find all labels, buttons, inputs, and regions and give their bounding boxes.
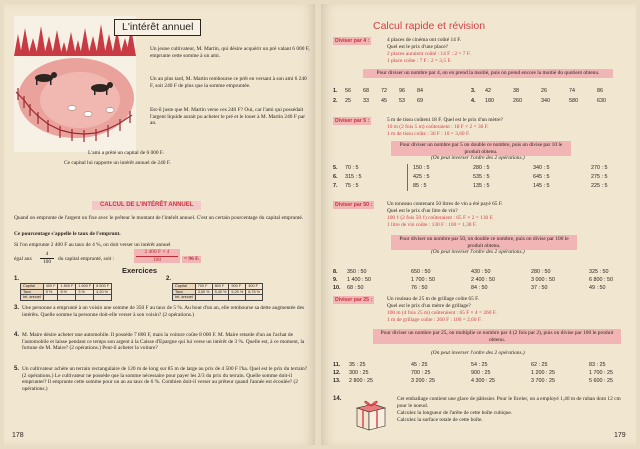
ex1-cell: Capital [21,284,44,290]
summary-capital: L'ami a prêté un capital de 6 000 F. [88,150,164,156]
tag-divide-by-4: Diviser par 4 : [335,38,370,44]
s3-cell: 84 : 50 [471,285,488,291]
s4-cell: 83 : 25 [589,362,606,368]
s1-line: 4 places de cinéma ont coûté 14 F. [387,37,462,43]
s2-cell: 135 : 5 [473,183,490,189]
ex1-cell: 3 % [76,289,94,295]
ex2-cell: 800 F [212,284,229,290]
s1-line: 1 place coûte : 7 F : 2 = 3,5 F. [387,58,452,64]
s4-cell: 54 : 25 [471,362,488,368]
s1-cell: 180 [485,98,494,104]
ex1-cell: 5 % [43,289,58,295]
section-divide-by-5 [333,117,625,201]
s3-cell: 430 : 50 [471,269,491,275]
ex2-cell [195,295,212,301]
s4-line: Quel est le prix d'un mètre de grillage? [387,303,471,309]
s1-cell: 53 [399,98,405,104]
s2-cell: 270 : 5 [591,165,608,171]
section-gift-box [333,396,625,436]
s1-cell: 260 [513,98,522,104]
ex2-cell: 700 F [195,284,212,290]
fraction-denominator: 100 [40,258,54,266]
example-line-2: égal aux [14,256,33,262]
s2-cell: 145 : 5 [533,183,550,189]
tag-divide-by-50: Diviser par 50 : [335,202,373,208]
ex2-cell [229,295,246,301]
rule-divide-by-25: Pour diviser un nombre par 25, on multiplie ce nombre par 4 (2 fois par 2), puis on divise par 100 le produit obtenu. [373,329,621,344]
s3-cell: 2 400 : 50 [471,277,495,283]
ex1-number: 1. [14,276,20,282]
formula-result: = 96 F. [184,256,200,262]
s3-cell: 3 000 : 50 [531,277,555,283]
calc-heading: CALCUL DE L'INTÉRÊT ANNUEL [92,201,201,210]
s1-cell: 69 [417,98,423,104]
s3-cell: 6 800 : 50 [589,277,613,283]
s4-cell: 5 600 : 25 [589,378,613,384]
formula-numerator: 2 400 F × 4 [144,249,170,255]
ex2-cell: 5,25 % [229,289,246,295]
s4-cell: 45 : 25 [411,362,428,368]
s4-cell: 62 : 25 [531,362,548,368]
s4-line: 1 m de grillage coûte : 260 F : 100 = 2,60 F. [387,317,482,323]
s1-cell: 96 [399,88,405,94]
s2-cell: 70 : 5 [345,165,359,171]
ex2-cell: 5,40 % [212,289,229,295]
s2-cell: 535 : 5 [473,174,490,180]
ex3-text: Une personne a emprunté à un voisin une somme de 350 F au taux de 5 %. Au bout d'un an, elle rembourse sa dette augmentée des intérêts. Quelle somme la personne doit-elle verser à son voisin? (2 opérations.) [22,305,305,318]
s3-cell: 37 : 50 [531,285,548,291]
section-divide-by-25 [333,296,625,396]
formula-denominator: 100 [136,256,178,264]
ex1-cell: 8 500 F [94,284,112,290]
s2-cell: 85 : 5 [413,183,427,189]
s3-cell: 9. [333,277,338,283]
ex2-cell: Taux [173,289,196,295]
s1-cell: 33 [363,98,369,104]
s1-cell: 45 [381,98,387,104]
ex2-cell: Capital [173,284,196,290]
fraction-4-100 [40,251,54,265]
s1-cell: 68 [363,88,369,94]
s1-cell: 38 [513,88,519,94]
page-number-right: 179 [614,432,626,439]
s2-note: (On peut inverser l'ordre des 2 opérations.) [431,155,525,161]
s3-cell: 8. [333,269,338,275]
right-page [321,4,636,445]
ex1-cell: 1 800 F [58,284,76,290]
intro-paragraph-1: Un jeune cultivateur, M. Martin, qui désire acquérir un pré valant 6 000 F, emprunte cette somme à un ami. [150,46,310,59]
s2-cell: 340 : 5 [533,165,550,171]
s3-cell: 1 400 : 50 [347,277,371,283]
s3-cell: 350 : 50 [347,269,367,275]
ex1-cell: 4,20 % [94,289,112,295]
ex1-cell [76,295,94,301]
exercises-heading: Exercices [122,266,158,275]
s2-cell: 6. [333,174,338,180]
s1-cell: 340 [541,98,550,104]
s4-cell: 2 800 : 25 [349,378,373,384]
s2-cell: 645 : 5 [533,174,550,180]
s3-line: Un tonneau contenant 50 litres de vin a été payé 65 F. [387,201,503,207]
s1-cell: 2. [333,98,338,104]
s1-exercise-grid [333,88,625,108]
gift-box-icon [353,396,389,432]
ex2-number: 2. [166,276,172,282]
s3-cell: 49 : 50 [589,285,606,291]
ex1-cell: 8 % [58,289,76,295]
s2-line: 5 m de tissu coûtent 18 F. Quel est le prix d'un mètre? [387,117,503,123]
s4-cell: 1 700 : 25 [589,370,613,376]
ex14-text-1: Cet emballage contient une glace de pâtissier. Pour le ficeler, on a employé 1,40 m de ruban dont 12 cm pour le noeud. [397,396,621,409]
section-divide-by-50 [333,201,625,293]
ex14-text-2: Calculez la longueur de l'arête de cette boîte cubique. [397,410,513,416]
tag-divide-by-25: Diviser par 25 : [335,297,373,303]
s4-cell: 300 : 25 [349,370,369,376]
ex5-number: 5. [14,366,20,372]
intro-paragraph-3: Est-il juste que M. Martin verse ces 240 F? Oui, car l'ami qui possédait l'argent liquide aurait pu acheter le pré et le louer à M. Martin 240 F par an. [150,107,306,127]
ex3-number: 3. [14,305,20,311]
ex1-cell: 400 F [43,284,58,290]
s2-line: 10 m (2 fois 5 m) coûteraient : 18 F × 2 = 36 F. [387,124,489,130]
ex1-cell [58,295,76,301]
s4-line: Un rouleau de 25 m de grillage coûte 65 F. [387,296,480,302]
s1-cell: 580 [569,98,578,104]
intro-paragraph-2: Un an plus tard, M. Martin rembourse ce prêt en versant à son ami 6 240 F, soit 240 F de plus que la somme empruntée. [150,76,307,89]
example-line-3: du capital emprunté, soit : [58,256,115,262]
s2-cell: 425 : 5 [413,174,430,180]
pasture-drawing [14,16,136,152]
s1-cell: 84 [417,88,423,94]
s1-cell: 3. [471,88,476,94]
s4-line: 100 m (4 fois 25 m) coûteraient : 65 F × 4 = 260 F. [387,310,497,316]
s3-cell: 650 : 50 [411,269,431,275]
revision-title: Calcul rapide et révision [373,20,486,32]
s1-cell: 630 [597,98,606,104]
s2-cell: 5. [333,165,338,171]
s1-cell: 42 [485,88,491,94]
rule-divide-by-4: Pour diviser un nombre par 4, on en prend la moitié, puis on prend encore la moitié du quotient obtenu. [363,69,613,78]
ex14-text-3: Calculez la surface totale de cette boîte. [397,417,483,423]
rule-divide-by-5: Pour diviser un nombre par 5 on double ce nombre, puis on divise par 10 le produit obtenu. [391,141,571,156]
ex4-number: 4. [14,332,20,338]
pourcentage-definition: Ce pourcentage s'appelle le taux de l'emprunt. [14,231,121,237]
ex2-cell [212,295,229,301]
s3-cell: 280 : 50 [531,269,551,275]
ex2-cell: 900 F [229,284,246,290]
s2-cell: 280 : 5 [473,165,490,171]
s2-line: 1 m de tissu coûte : 36 F : 10 = 3,60 F. [387,131,470,137]
example-line-1: Si l'on emprunte 2 400 F au taux de 4 %, on doit verser un intérêt annuel [14,242,171,248]
page-number-left: 178 [12,432,24,439]
s4-cell: 700 : 25 [411,370,431,376]
s4-cell: 3 200 : 25 [411,378,435,384]
s3-cell: 76 : 50 [411,285,428,291]
s3-line: 100 ℓ (2 fois 50 ℓ) coûteraient : 65 F × 2 = 130 F. [387,215,494,221]
ex2-cell: 3,50 % [195,289,212,295]
s2-cell: 7. [333,183,338,189]
ex1-cell: Taux [21,289,44,295]
section-divide-by-4 [333,37,625,115]
s3-line: Quel est le prix d'un litre de vin? [387,208,458,214]
ex1-cell: 1 600 F [76,284,94,290]
s3-cell: 10. [333,285,341,291]
s3-cell: 325 : 50 [589,269,609,275]
s2-cell: 150 : 5 [413,165,430,171]
ex2-table [172,283,263,301]
s1-cell: 1. [333,88,338,94]
s1-cell: 26 [541,88,547,94]
s3-cell: 1 700 : 50 [411,277,435,283]
s1-cell: 25 [345,98,351,104]
s4-cell: 12. [333,370,341,376]
summary-interest: Ce capital lui rapporte un intérêt annuel de 240 F. [64,160,171,166]
ex2-cell: 8,75 % [246,289,263,295]
s4-exercise-grid [333,362,625,392]
ex1-cell [94,295,112,301]
s1-line: Quel est le prix d'une place? [387,44,448,50]
s3-note: (On peut inverser l'ordre des 2 opérations.) [431,249,525,255]
s1-cell: 4. [471,98,476,104]
tag-divide-by-5: Diviser par 5 : [335,118,370,124]
ex5-text: Un cultivateur achète un terrain rectangulaire de 120 m de long sur 85 m de large au prix de 4 500 F l'ha. Quel est le prix du terrain? (2 opérations.) Le cultivateur ne possède que la somme nécessaire pour payer les 2/3 du prix du terrain. Quelle somme doit-il emprunter? Il emprunte cette somme pour un an au taux de 6 %. Combien doit-il verser au prêteur quand l'année est écoulée? (2 opérations.) [22,366,308,392]
s4-cell: 1 200 : 25 [531,370,555,376]
ex2-cell: 300 F [246,284,263,290]
s1-cell: 72 [381,88,387,94]
s1-cell: 86 [597,88,603,94]
s2-cell: 75 : 5 [345,183,359,189]
ex1-table [20,283,112,301]
left-page [4,4,315,445]
s4-cell: 11. [333,362,341,368]
rule-divide-by-50: Pour diviser un nombre par 50, on double ce nombre, puis on divise par 100 le produit obtenu. [391,235,577,250]
s2-cell: 315 : 5 [345,174,362,180]
ex2-cell [246,295,263,301]
s4-cell: 35 : 25 [349,362,366,368]
formula-fraction [134,249,180,263]
s4-cell: 13. [333,378,341,384]
s1-cell: 74 [569,88,575,94]
ex1-cell: Int. annuel [21,295,44,301]
s2-cell: 275 : 5 [591,174,608,180]
s1-line: 2 places auraient coûté : 14 F : 2 = 7 F. [387,51,471,57]
s3-line: 1 litre de vin coûte : 130 F : 100 = 1,30 F. [387,222,477,228]
fraction-numerator: 4 [45,251,49,257]
farm-illustration [14,16,136,152]
ex4-text: M. Maire désire acheter une automobile. Il possède 7 800 F, mais la voiture coûte 8 000 F. M. Maire retarde d'un an l'achat de l'automobile et laisse pendant ce temps son argent à la Caisse d'Epargne qui lui verse un intérêt de 3 %. Quelle est, à ce moment, la fortune de M. Maire? (2 opérations.) Peut-il acheter la voiture? [22,332,305,352]
s4-cell: 3 700 : 25 [531,378,555,384]
lesson-title: L'intérêt annuel [114,19,201,36]
s3-exercise-grid [333,269,625,299]
ex2-cell: Int. annuel [173,295,196,301]
s4-cell: 4 300 : 25 [471,378,495,384]
s3-cell: 68 : 50 [347,285,364,291]
s2-exercise-grid [333,165,625,195]
s4-note: (On peut inverser l'ordre des 2 opérations.) [431,350,525,356]
s4-cell: 900 : 25 [471,370,491,376]
ex14-number: 14. [333,396,342,402]
s1-cell: 56 [345,88,351,94]
calc-text: Quand on emprunte de l'argent on fixe avec le prêteur le montant de l'intérêt annuel. C'est un certain pourcentage du capital emprunté. [14,215,304,221]
s2-cell: 225 : 5 [591,183,608,189]
ex1-cell [43,295,58,301]
